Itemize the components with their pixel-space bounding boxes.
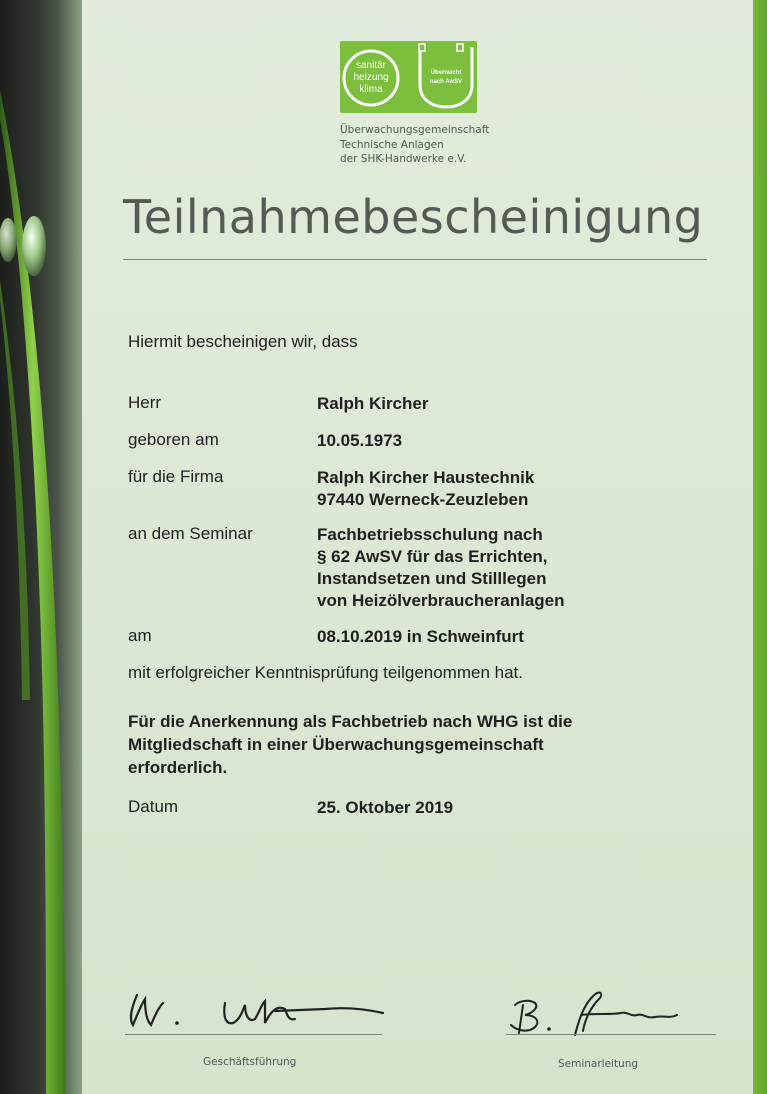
date-place-value: 08.10.2019 in Schweinfurt bbox=[317, 627, 524, 646]
title-divider bbox=[123, 259, 707, 260]
org-line-3: der SHK-Handwerke e.V. bbox=[340, 153, 467, 165]
certificate-title: Teilnahmebescheinigung bbox=[123, 190, 704, 244]
company-line-1: Ralph Kircher Haustechnik bbox=[317, 468, 535, 487]
org-line-2: Technische Anlagen bbox=[340, 138, 444, 151]
logo-text-4: Überwacht bbox=[430, 70, 462, 76]
notice-line-3: erforderlich. bbox=[128, 758, 228, 777]
grass-blade-image bbox=[0, 0, 82, 1094]
intro-text: Hiermit bescheinigen wir, dass bbox=[128, 332, 358, 351]
notice-line-2: Mitgliedschaft in einer Überwachungsgemeinschaft bbox=[128, 735, 544, 754]
logo-text-2: heizung bbox=[353, 72, 389, 83]
signature-line-right bbox=[506, 1034, 716, 1035]
date-place-label: am bbox=[128, 626, 152, 645]
company-value bbox=[317, 467, 534, 511]
birth-label: geboren am bbox=[128, 430, 219, 449]
management-signature bbox=[125, 985, 395, 1035]
birth-date: 10.05.1973 bbox=[317, 431, 403, 450]
seminar-line-1: Fachbetriebsschulung nach bbox=[317, 525, 543, 544]
management-caption: Geschäftsführung bbox=[203, 1056, 297, 1068]
company-label: für die Firma bbox=[128, 467, 224, 486]
recognition-notice bbox=[128, 710, 572, 779]
salutation-label: Herr bbox=[128, 393, 162, 412]
logo-text-5: nach AwSV bbox=[429, 79, 463, 85]
closing-text: mit erfolgreicher Kenntnisprüfung teilgenommen hat. bbox=[128, 663, 523, 682]
company-line-2: 97440 Werneck-Zeuzleben bbox=[317, 490, 529, 509]
seminar-lead-caption: Seminarleitung bbox=[558, 1058, 639, 1070]
green-border-strip bbox=[753, 0, 767, 1094]
issue-date-value: 25. Oktober 2019 bbox=[317, 798, 454, 817]
org-line-1: Überwachungsgemeinschaft bbox=[340, 124, 490, 136]
seminar-label: an dem Seminar bbox=[128, 524, 253, 543]
seminar-line-4: von Heizölverbraucheranlagen bbox=[317, 591, 565, 610]
signature-line-left bbox=[125, 1034, 382, 1035]
shk-logo bbox=[340, 41, 477, 113]
issue-date-label: Datum bbox=[128, 797, 179, 816]
seminar-line-2: § 62 AwSV für das Errichten, bbox=[317, 547, 548, 566]
organization-name bbox=[340, 123, 600, 167]
person-name: Ralph Kircher bbox=[317, 394, 429, 413]
seminar-line-3: Instandsetzen und Stilllegen bbox=[317, 569, 547, 588]
seminar-value bbox=[317, 524, 565, 612]
logo-text-3: klima bbox=[359, 84, 383, 95]
logo-text-1: sanitär bbox=[355, 60, 387, 71]
seminar-lead-signature bbox=[505, 985, 695, 1040]
notice-line-1: Für die Anerkennung als Fachbetrieb nach WHG ist die bbox=[128, 712, 573, 731]
